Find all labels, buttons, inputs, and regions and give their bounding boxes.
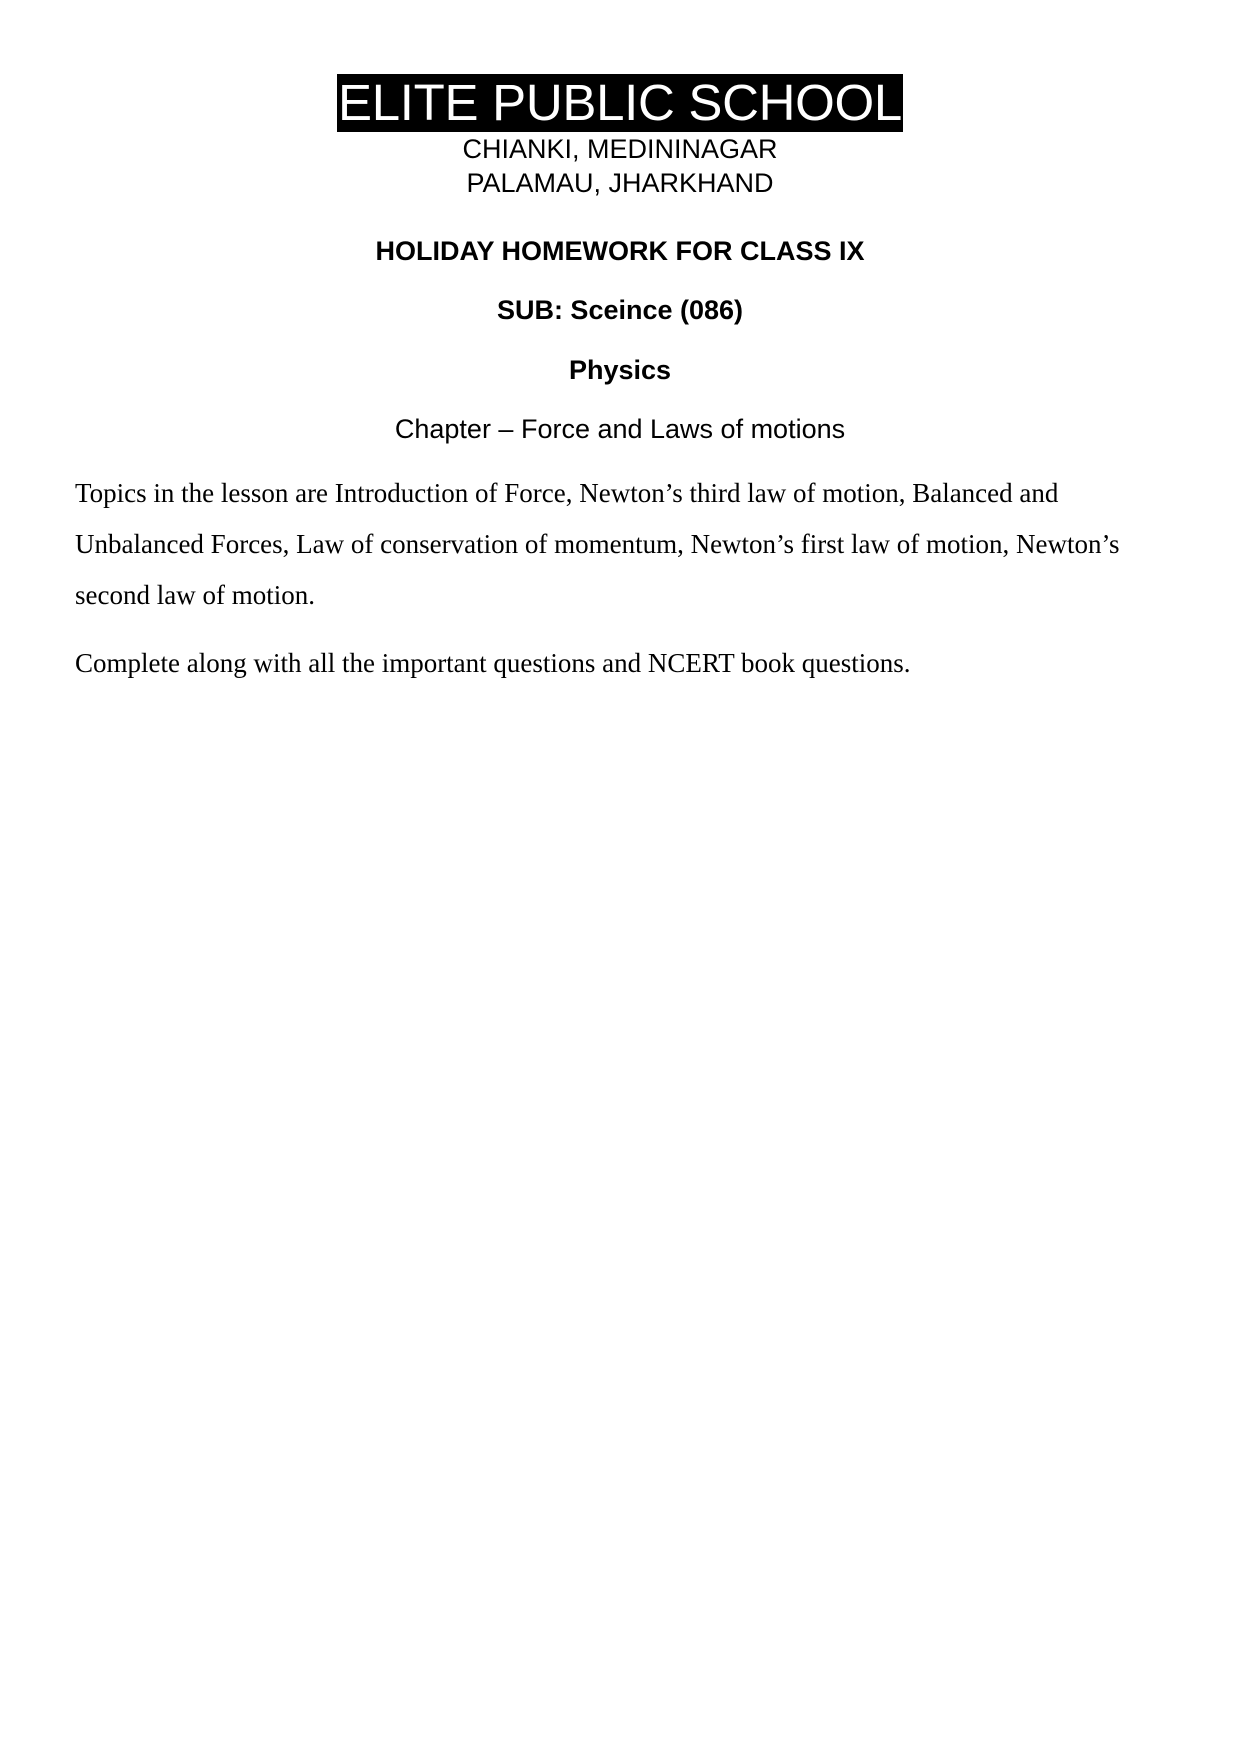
- address-line-1: CHIANKI, MEDININAGAR: [462, 134, 778, 164]
- address-line-2: PALAMAU, JHARKHAND: [466, 168, 774, 198]
- school-name: ELITE PUBLIC SCHOOL: [338, 74, 902, 131]
- homework-title: HOLIDAY HOMEWORK FOR CLASS IX: [375, 236, 865, 266]
- topics-paragraph: Topics in the lesson are Introduction of Force, Newton’s third law of motion, Balanced and Unbalanced Forces, Law of conservation of momentum, Newton’s first law of motion, Newton’s second law of motion.: [75, 478, 1120, 610]
- section-heading: Physics: [568, 355, 672, 385]
- school-header: [0, 74, 1240, 200]
- instruction-paragraph: Complete along with all the important questions and NCERT book questions.: [75, 648, 911, 678]
- chapter-title: Chapter – Force and Laws of motions: [394, 414, 846, 444]
- subject-heading: SUB: Sceince (086): [496, 295, 744, 325]
